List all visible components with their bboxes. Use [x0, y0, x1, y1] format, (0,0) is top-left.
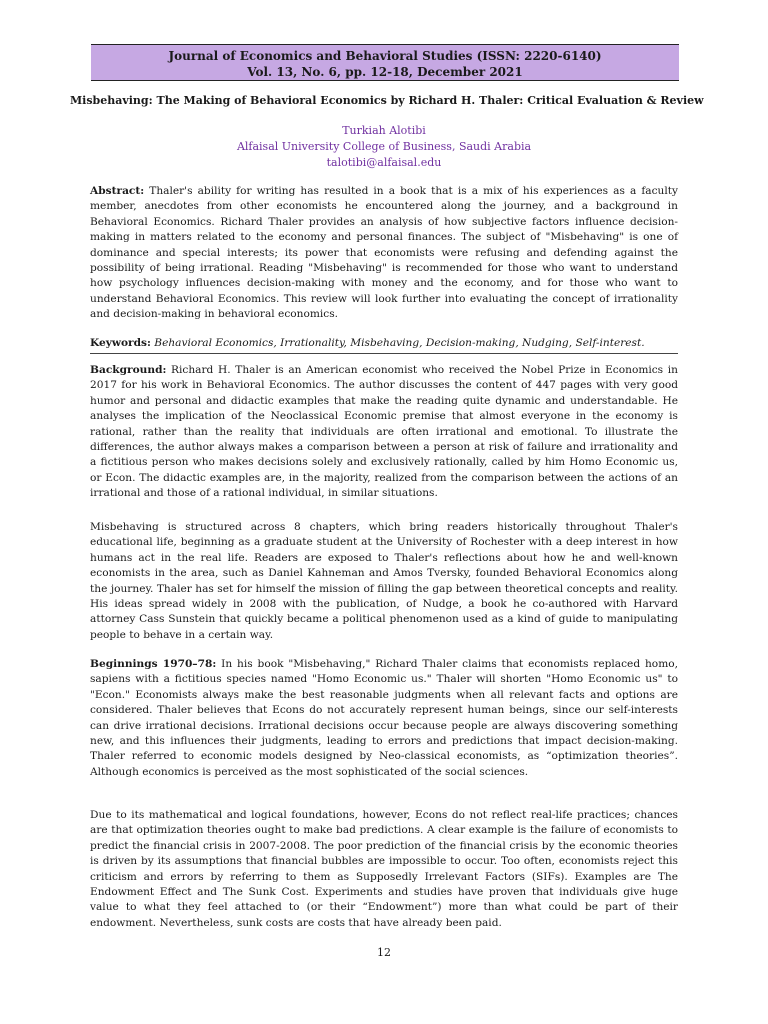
journal-volume: Vol. 13, No. 6, pp. 12-18, December 2021 — [247, 65, 523, 79]
journal-title: Journal of Economics and Behavioral Studies (ISSN: 2220-6140) — [168, 49, 602, 63]
structure-paragraph — [90, 520, 678, 643]
econs-paragraph — [90, 808, 678, 931]
abstract-paragraph — [90, 184, 678, 323]
econs-text: Due to its mathematical and logical foundations, however, Econs do not reflect real-life practices; chances are that optimization theories ought to make bad predictions. A clear example is the failure of economists to predict the financial crisis in 2007-2008. The poor prediction of the financial crisis by the economic theories is driven by its assumptions that financial bubbles are impossible to occur. Too often, economists reject this criticism and errors by referring to them as Supposedly Irrelevant Factors (SIFs). Examples are The Endowment Effect and The Sunk Cost. Experiments and studies have proven that individuals give huge value to what they feel attached to (or their “Endowment”) more than what could be part of their endowment. Nevertheless, sunk costs are costs that have already been paid. — [90, 809, 678, 929]
beginnings-label: Beginnings 1970–78: — [90, 658, 217, 670]
keywords-label: Keywords: — [90, 337, 151, 349]
abstract-text: Thaler's ability for writing has resulted in a book that is a mix of his experiences as a faculty member, anecdotes from other economists he encountered along the journey, and a background in Behavioral Economics. Richard Thaler provides an analysis of how subjective factors influence decision-making in matters related to the economy and personal finances. The subject of "Misbehaving" is one of dominance and special interests; its power that economists were refusing and defending against the possibility of being irrational. Reading "Misbehaving" is recommended for those who want to understand how psychology influences decision-making with money and the economy, and for those who want to understand Behavioral Economics. This review will look further into evaluating the concept of irrationality and decision-making in behavioral economics. — [90, 185, 678, 321]
background-paragraph — [90, 363, 678, 502]
author-name: Turkiah Alotibi — [342, 124, 426, 137]
abstract-label: Abstract: — [90, 185, 145, 197]
keywords-text: Behavioral Economics, Irrationality, Misbehaving, Decision-making, Nudging, Self-interest. — [150, 337, 645, 349]
background-text: Richard H. Thaler is an American economist who received the Nobel Prize in Economics in 2017 for his work in Behavioral Economics. The author discusses the content of 447 pages with very good humor and personal and didactic examples that make the reading quite dynamic and understandable. He analyses the implication of the Neoclassical Economic premise that almost everyone in the economy is rational, rather than the reality that individuals are often irrational and emotional. To illustrate the differences, the author always makes a comparison between a person at risk of failure and irrationality and a fictitious person who makes decisions solely and exclusively rationally, called by him Homo Economic us, or Econ. The didactic examples are, in the majority, realized from the comparison between the actions of an irrational and those of a rational individual, in similar situations. — [90, 364, 678, 500]
keywords-line — [90, 336, 678, 354]
background-label: Background: — [90, 364, 167, 376]
author-email[interactable]: talotibi@alfaisal.edu — [326, 156, 442, 169]
beginnings-paragraph — [90, 657, 678, 780]
journal-header — [91, 44, 679, 81]
page-number: 12 — [377, 946, 391, 959]
author-affiliation: Alfaisal University College of Business, Saudi Arabia — [236, 140, 532, 153]
structure-text: Misbehaving is structured across 8 chapters, which bring readers historically throughout Thaler's educational life, beginning as a graduate student at the University of Rochester with a deep interest in how humans act in the real life. Readers are exposed to Thaler's reflections about how he and well-known economists in the area, such as Daniel Kahneman and Amos Tversky, founded Behavioral Economics along the journey. Thaler has set for himself the mission of filling the gap between theoretical concepts and reality. His ideas spread widely in 2008 with the publication, of Nudge, a book he co-authored with Harvard attorney Cass Sunstein that quickly became a political phenomenon used as a kind of guide to manipulating people to behave in a certain way. — [90, 521, 678, 641]
author-block — [90, 123, 678, 171]
beginnings-text: In his book "Misbehaving," Richard Thaler claims that economists replaced homo, sapiens with a fictitious species named "Homo Economic us." Thaler will shorten "Homo Economic us" to "Econ." Economists always make the best reasonable judgments when all relevant facts and options are considered. Thaler believes that Econs do not accurately represent human beings, since our self-interests can drive irrational decisions. Irrational decisions occur because people are always discovering something new, and this influences their judgments, leading to errors and predictions that impact decision-making. Thaler referred to economic models designed by Neo-classical economists, as “optimization theories”. Although economics is perceived as the most sophisticated of the social sciences. — [90, 658, 678, 778]
article-title: Misbehaving: The Making of Behavioral Economics by Richard H. Thaler: Critical Evaluation & Review — [70, 94, 704, 107]
